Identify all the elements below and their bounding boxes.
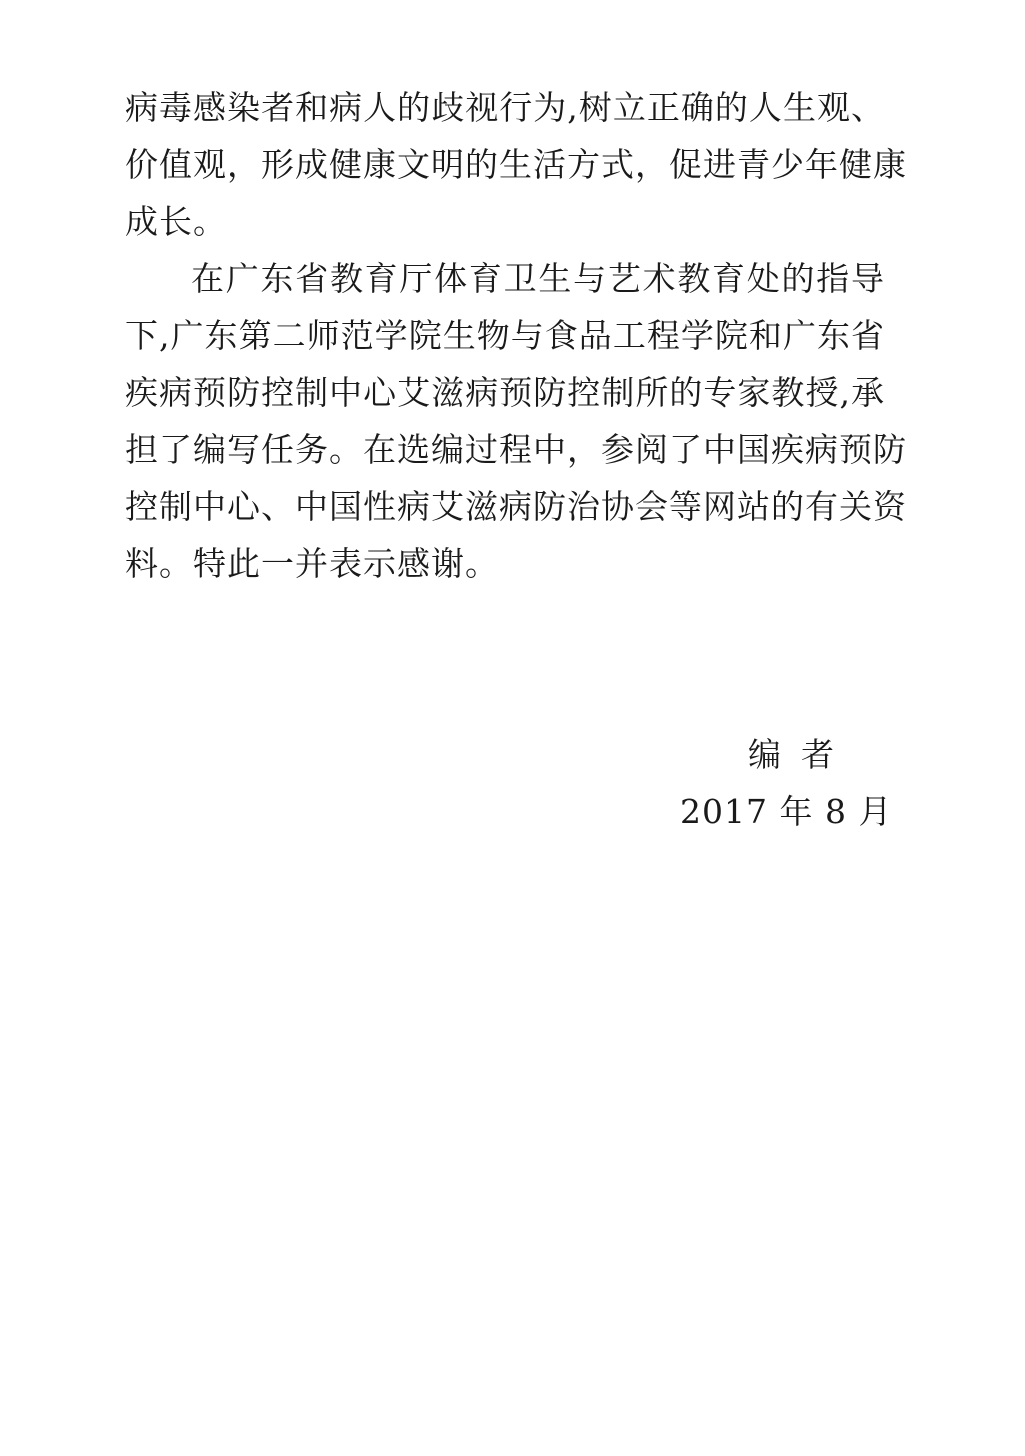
paragraph-2-line-5: 控制中心、中国性病艾滋病防治协会等网站的有关资 bbox=[125, 487, 907, 526]
paragraph-1-line-3: 成长。 bbox=[125, 202, 227, 241]
paragraph-2-line-4: 担了编写任务。在选编过程中，参阅了中国疾病预防 bbox=[125, 430, 907, 469]
signature-date: 2017 年 8 月 bbox=[680, 792, 893, 831]
paragraph-2-line-3: 疾病预防控制中心艾滋病预防控制所的专家教授,承 bbox=[125, 373, 885, 412]
paragraph-2-line-6: 料。特此一并表示感谢。 bbox=[125, 544, 499, 583]
paragraph-2-line-1: 在广东省教育厅体育卫生与艺术教育处的指导 bbox=[191, 259, 885, 298]
paragraph-2-line-2: 下,广东第二师范学院生物与食品工程学院和广东省 bbox=[125, 316, 885, 355]
paragraph-1-line-2: 价值观，形成健康文明的生活方式，促进青少年健康 bbox=[125, 145, 907, 184]
signature-author: 编者 bbox=[748, 735, 854, 774]
paragraph-1-line-1: 病毒感染者和病人的歧视行为,树立正确的人生观、 bbox=[125, 88, 885, 127]
